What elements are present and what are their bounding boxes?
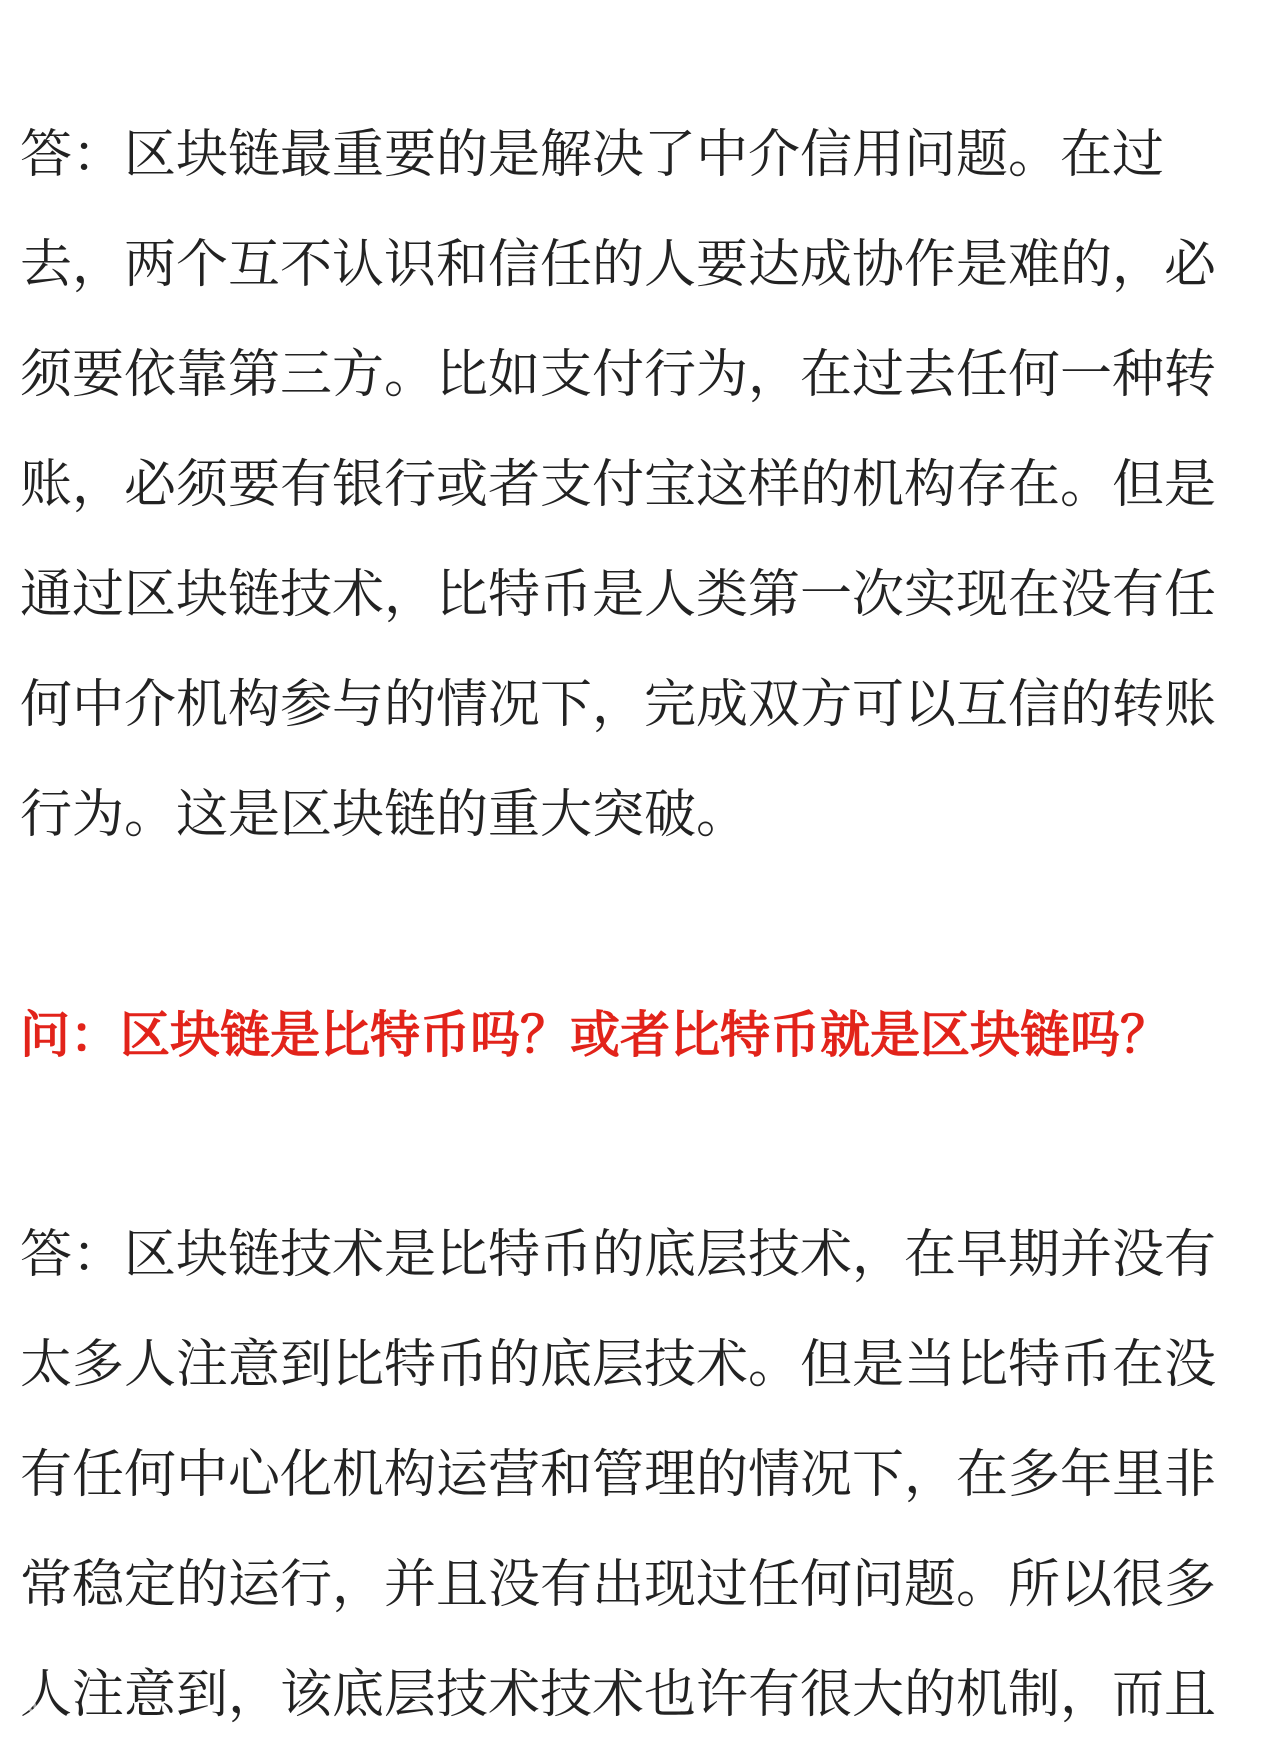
answer-paragraph-1 bbox=[20, 100, 1260, 870]
question-heading bbox=[20, 980, 1260, 1090]
text-line: 通过区块链技术，比特币是人类第一次实现在没有任 bbox=[20, 565, 1217, 625]
text-line: 账，必须要有银行或者支付宝这样的机构存在。但是 bbox=[20, 455, 1217, 515]
text-line: 太多人注意到比特币的底层技术。但是当比特币在没 bbox=[20, 1335, 1217, 1395]
text-line: 人注意到，该底层技术技术也许有很大的机制，而且 bbox=[20, 1665, 1217, 1725]
text-line: 答：区块链技术是比特币的底层技术，在早期并没有 bbox=[20, 1225, 1217, 1285]
text-line: 须要依靠第三方。比如支付行为，在过去任何一种转 bbox=[20, 345, 1217, 405]
watermark bbox=[4, 1697, 38, 1725]
text-line: 答：区块链最重要的是解决了中介信用问题。在过 bbox=[20, 125, 1165, 185]
question-line: 问：区块链是比特币吗？或者比特币就是区块链吗？ bbox=[20, 1006, 1170, 1064]
text-line: 有任何中心化机构运营和管理的情况下，在多年里非 bbox=[20, 1445, 1217, 1505]
text-line: 去，两个互不认识和信任的人要达成协作是难的，必 bbox=[20, 235, 1217, 295]
text-line: 何中介机构参与的情况下，完成双方可以互信的转账 bbox=[20, 675, 1217, 735]
answer-paragraph-2 bbox=[20, 1200, 1260, 1750]
weibo-icon bbox=[4, 1697, 38, 1725]
text-line: 行为。这是区块链的重大突破。 bbox=[20, 785, 749, 845]
text-line: 常稳定的运行，并且没有出现过任何问题。所以很多 bbox=[20, 1555, 1217, 1615]
